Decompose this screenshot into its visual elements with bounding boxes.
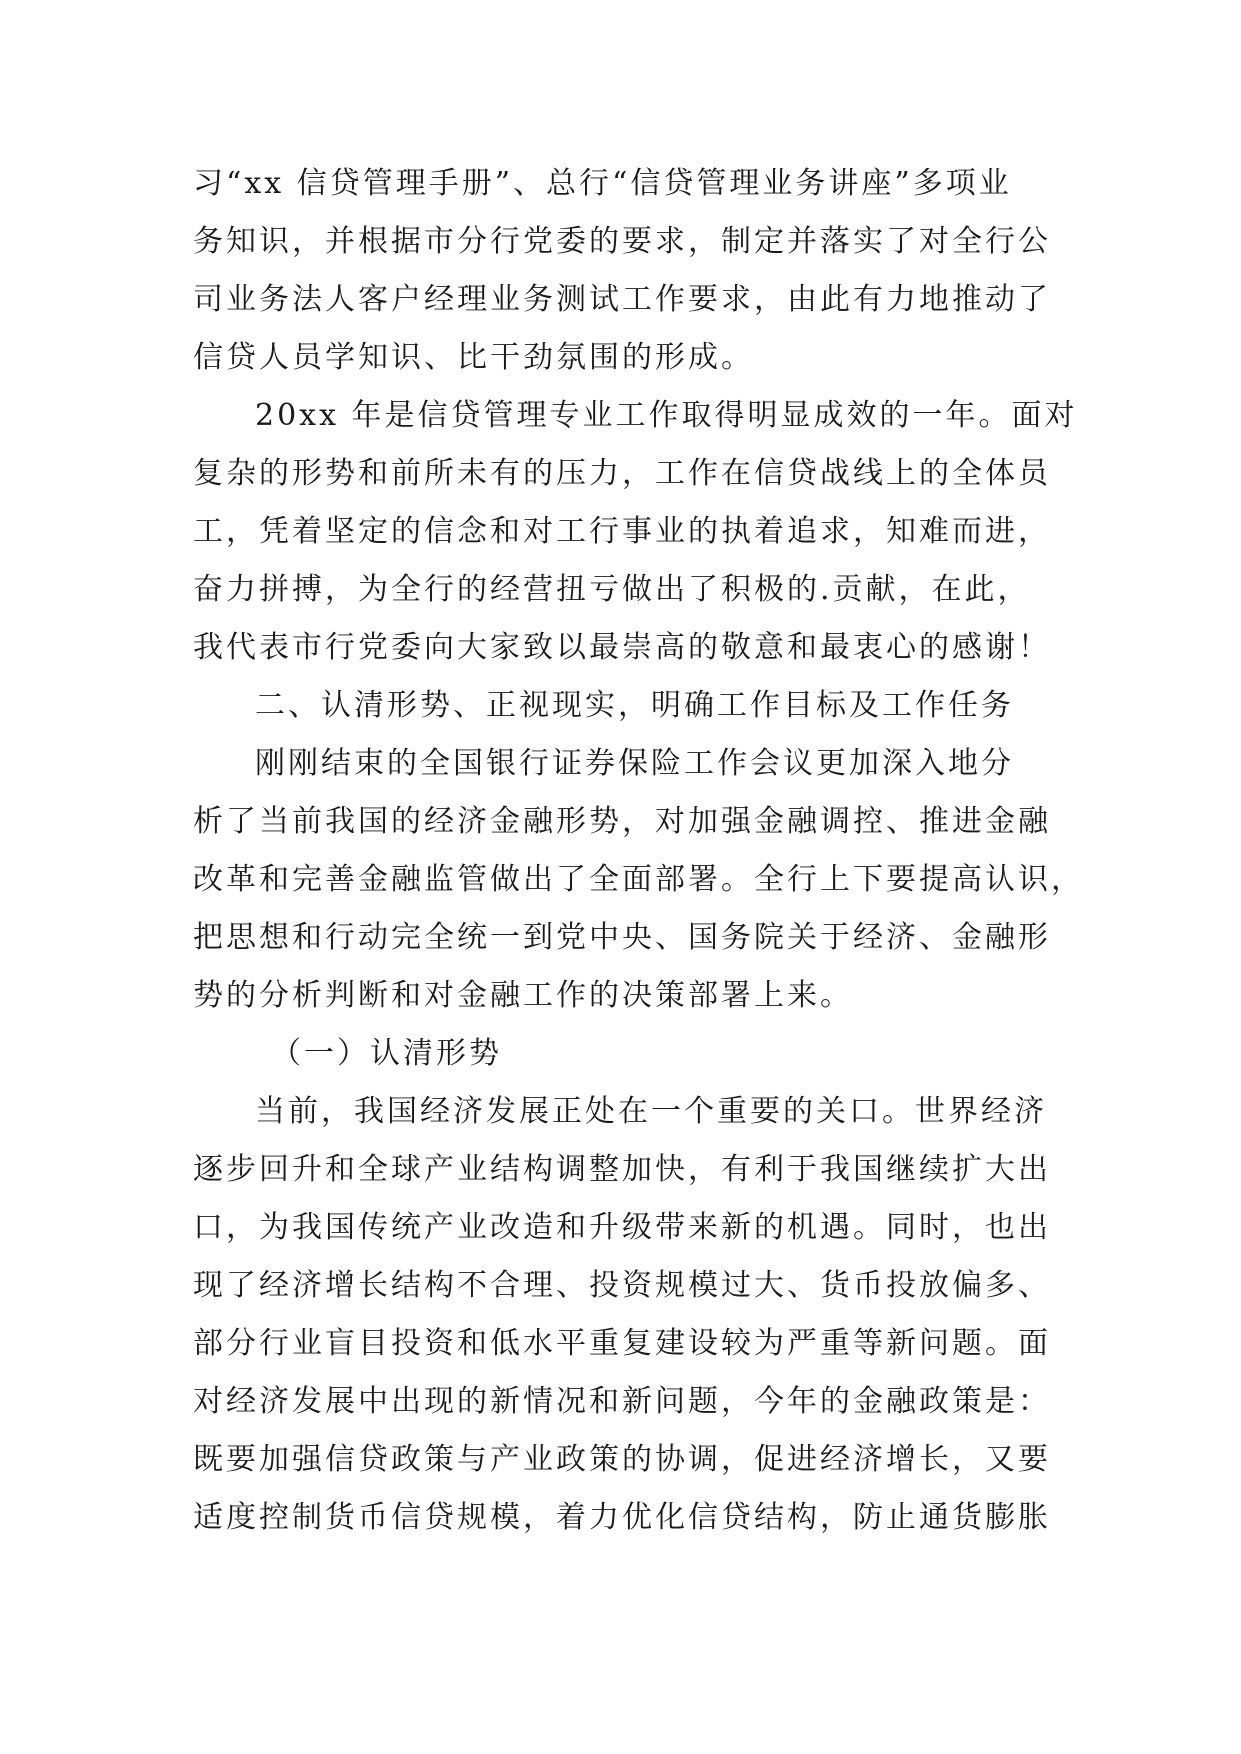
text-line: 把思想和行动完全统一到党中央、国务院关于经济、金融形	[193, 920, 1051, 955]
text-line: 工，凭着坚定的信念和对工行事业的执着追求，知难而进，	[193, 514, 1051, 549]
paragraph-first-line: 当前，我国经济发展正处在一个重要的关口。世界经济	[255, 1094, 1047, 1129]
text-line: 势的分析判断和对金融工作的决策部署上来。	[193, 978, 853, 1013]
text-line: 信贷人员学知识、比干劲氛围的形成。	[193, 340, 754, 375]
text-line: 析了当前我国的经济金融形势，对加强金融调控、推进金融	[193, 804, 1051, 839]
text-line: 部分行业盲目投资和低水平重复建设较为严重等新问题。面	[193, 1326, 1051, 1361]
text-line: 习“xx 信贷管理手册”、总行“信贷管理业务讲座”多项业	[193, 166, 1012, 201]
text-line: 务知识，并根据市分行党委的要求，制定并落实了对全行公	[193, 224, 1051, 259]
paragraph-first-line: 刚刚结束的全国银行证券保险工作会议更加深入地分	[255, 746, 1014, 781]
subsection-heading: （一）认清形势	[271, 1036, 502, 1071]
text-line: 对经济发展中出现的新情况和新问题，今年的金融政策是：	[193, 1384, 1051, 1419]
text-line: 司业务法人客户经理业务测试工作要求，由此有力地推动了	[193, 282, 1051, 317]
text-line: 既要加强信贷政策与产业政策的协调，促进经济增长，又要	[193, 1442, 1051, 1477]
text-line: 改革和完善金融监管做出了全面部署。全行上下要提高认识，	[193, 862, 1084, 897]
section-heading: 二、认清形势、正视现实，明确工作目标及工作任务	[255, 688, 1014, 723]
text-line: 逐步回升和全球产业结构调整加快，有利于我国继续扩大出	[193, 1152, 1051, 1187]
document-body	[193, 155, 1084, 1547]
text-line: 我代表市行党委向大家致以最崇高的敬意和最衷心的感谢！	[193, 630, 1051, 665]
text-line: 口，为我国传统产业改造和升级带来新的机遇。同时，也出	[193, 1210, 1051, 1245]
paragraph-first-line: 20xx 年是信贷管理专业工作取得明显成效的一年。面对	[255, 398, 1078, 433]
text-line: 复杂的形势和前所未有的压力，工作在信贷战线上的全体员	[193, 456, 1051, 491]
text-line: 奋力拼搏，为全行的经营扭亏做出了积极的.贡献，在此，	[193, 572, 1031, 607]
text-line: 现了经济增长结构不合理、投资规模过大、货币投放偏多、	[193, 1268, 1051, 1303]
text-line: 适度控制货币信贷规模，着力优化信贷结构，防止通货膨胀	[193, 1500, 1051, 1535]
